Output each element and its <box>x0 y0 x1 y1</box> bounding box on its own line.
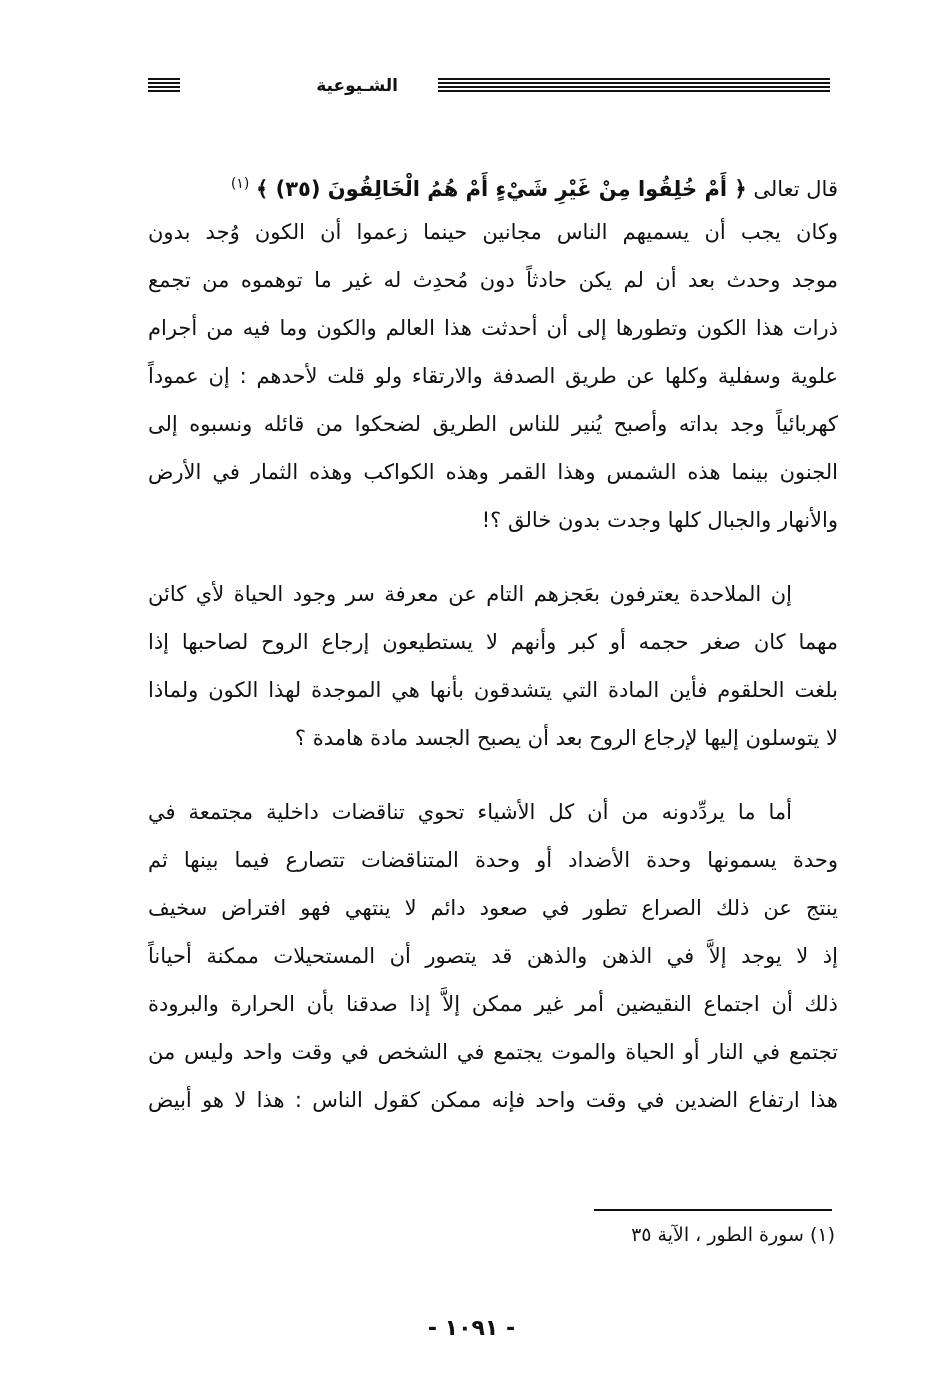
text-line: هذا ارتفاع الضدين في وقت واحد فإنه ممكن كقول الناس : هذا لا هو أبيض <box>148 1088 838 1112</box>
paragraph-gap <box>148 762 838 788</box>
running-header-title: الشـيوعية <box>316 76 398 96</box>
text-line: وكان يجب أن يسميهم الناس مجانين حينما زعموا أن الكون وُجد بدون <box>148 220 838 244</box>
paragraph-3 <box>148 788 838 1124</box>
text-line: بلغت الحلقوم فأين المادة التي يتشدقون بأنها هي الموجدة لهذا الكون ولماذا <box>148 678 838 702</box>
text-line: والأنهار والجبال كلها وجدت بدون خالق ؟! <box>481 508 838 532</box>
text-line: ذرات هذا الكون وتطورها إلى أن أحدثت هذا العالم والكون وما فيه من أجرام <box>148 316 838 340</box>
text-line: كهربائياً وجد بداته وأصبح يُنير للناس الطريق لضحكوا من قائله ونسبوه إلى <box>148 412 838 436</box>
text-line: مهما كان صغر حجمه أو كبر وأنهم لا يستطيعون إرجاع الروح لصاحبها إذا <box>148 630 838 654</box>
text-line: إن الملاحدة يعترفون بعَجزهم التام عن معرفة سر وجود الحياة لأي كائن <box>148 582 792 606</box>
quran-verse: ﴿ أَمْ خُلِقُوا مِنْ غَيْرِ شَيْءٍ أَمْ هُمُ الْخَالِقُونَ (٣٥) ﴾ <box>255 177 747 201</box>
text-line: لا يتوسلون إليها لإرجاع الروح بعد أن يصبح الجسد مادة هامدة ؟ <box>294 726 838 750</box>
page-number: - ١٠٩١ - <box>427 1316 516 1341</box>
footnote-reference: (١) <box>230 176 250 192</box>
verse-line <box>148 160 838 208</box>
text-line: علوية وسفلية وكلها عن طريق الصدفة والارتقاء ولو قلت لأحدهم : إن عموداً <box>148 364 838 388</box>
text-line: ينتج عن ذلك الصراع تطور في صعود دائم لا ينتهي فهو افتراض سخيف <box>148 896 838 920</box>
text-line: أما ما يردِّدونه من أن كل الأشياء تحوي تناقضات داخلية مجتمعة في <box>148 800 792 824</box>
main-text <box>148 160 838 1124</box>
header-ornament-left <box>148 78 180 94</box>
text-line: الجنون بينما هذه الشمس وهذا القمر وهذه الكواكب وهذه الثمار في الأرض <box>148 460 838 484</box>
paragraph-1 <box>148 208 838 544</box>
footnote-separator <box>594 1209 832 1211</box>
text-line: وحدة يسمونها وحدة الأضداد أو وحدة المتناقضات تتصارع فيما بينها ثم <box>148 848 838 872</box>
page-header <box>148 72 830 100</box>
text-line: ذلك أن اجتماع النقيضين أمر غير ممكن إلاَّ إذا صدقنا بأن الحرارة والبرودة <box>148 992 838 1016</box>
footnote: (١) سورة الطور ، الآية ٣٥ <box>631 1224 835 1246</box>
paragraph-2 <box>148 570 838 762</box>
text-line: موجد وحدث بعد أن لم يكن حادثاً دون مُحدِث له غير ما توهموه من تجمع <box>148 268 838 292</box>
text-line: تجتمع في النار أو الحياة والموت يجتمع في الشخص في وقت واحد وليس من <box>148 1040 838 1064</box>
verse-intro: قال تعالى <box>753 177 838 201</box>
text-line: إذ لا يوجد إلاَّ في الذهن والذهن قد يتصور أن المستحيلات ممكنة أحياناً <box>148 944 838 968</box>
header-ornament-right <box>438 78 830 94</box>
paragraph-gap <box>148 544 838 570</box>
